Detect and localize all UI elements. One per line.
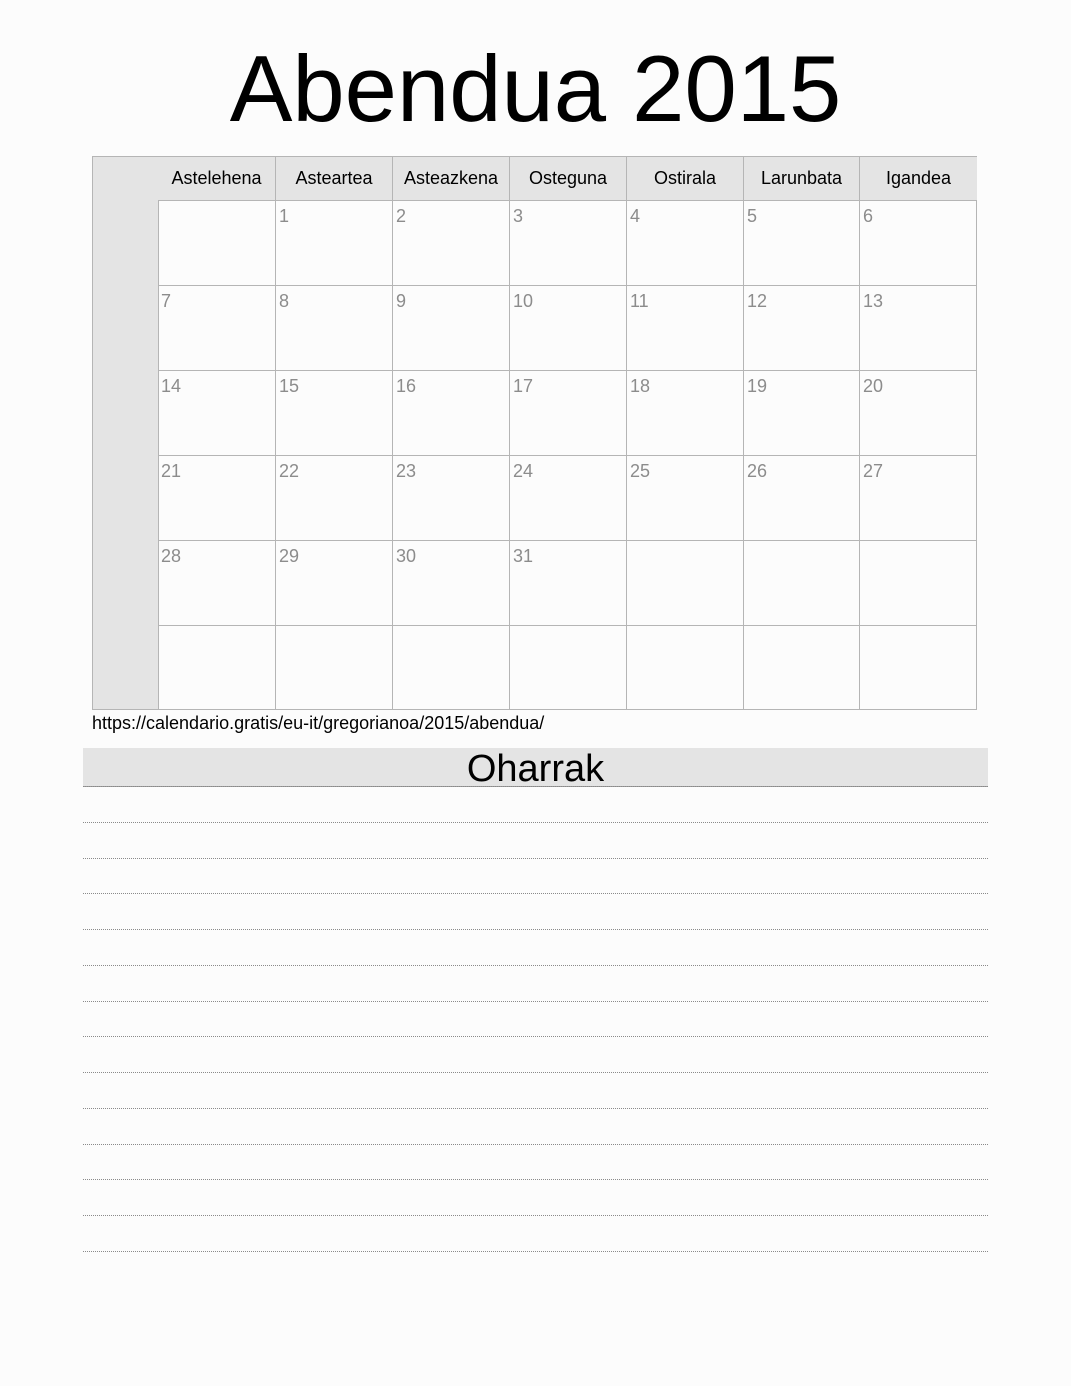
day-cell <box>392 626 509 710</box>
day-cell <box>626 541 743 625</box>
note-line <box>83 929 988 930</box>
day-cell: 26 <box>743 456 859 540</box>
weekday-header: Ostirala <box>626 157 743 200</box>
day-cell: 31 <box>509 541 626 625</box>
day-cell: 10 <box>509 286 626 370</box>
day-cell <box>859 626 977 710</box>
week-row <box>158 456 977 541</box>
day-cell: 2 <box>392 201 509 285</box>
day-cell: 27 <box>859 456 977 540</box>
day-cell: 21 <box>161 461 182 481</box>
note-line <box>83 1179 988 1180</box>
day-cell: 12 <box>743 286 859 370</box>
weekday-header: Igandea <box>859 157 977 200</box>
weekday-header: Astelehena <box>171 168 262 188</box>
page-title: Abendua 2015 <box>229 36 842 141</box>
weekday-header: Asteazkena <box>392 157 509 200</box>
note-line <box>83 1001 988 1002</box>
day-cell: 28 <box>161 546 182 566</box>
day-cell: 14 <box>161 376 182 396</box>
day-cell <box>743 626 859 710</box>
note-line <box>83 822 988 823</box>
day-cell: 5 <box>743 201 859 285</box>
weekday-header: Asteartea <box>275 157 392 200</box>
calendar-grid <box>92 156 977 710</box>
weekday-header: Osteguna <box>509 157 626 200</box>
day-grid <box>158 201 977 710</box>
day-cell: 22 <box>275 456 392 540</box>
day-cell <box>158 201 275 285</box>
note-line <box>83 1251 988 1252</box>
day-cell: 20 <box>859 371 977 455</box>
week-row <box>158 541 977 626</box>
day-cell: 25 <box>626 456 743 540</box>
note-line <box>83 1215 988 1216</box>
day-cell: 8 <box>275 286 392 370</box>
day-cell: 4 <box>626 201 743 285</box>
day-cell: 7 <box>161 291 172 311</box>
day-cell: 15 <box>275 371 392 455</box>
day-cell: 9 <box>392 286 509 370</box>
day-cell: 24 <box>509 456 626 540</box>
note-line <box>83 1144 988 1145</box>
week-row <box>158 626 977 710</box>
note-line <box>83 858 988 859</box>
day-cell: 13 <box>859 286 977 370</box>
day-cell: 19 <box>743 371 859 455</box>
weekday-header: Larunbata <box>743 157 859 200</box>
day-cell: 11 <box>626 286 743 370</box>
day-cell <box>509 626 626 710</box>
day-cell: 30 <box>392 541 509 625</box>
week-row <box>158 201 977 286</box>
day-cell <box>859 541 977 625</box>
day-cell <box>275 626 392 710</box>
day-cell: 6 <box>859 201 977 285</box>
day-cell: 17 <box>509 371 626 455</box>
note-line <box>83 1036 988 1037</box>
day-cell: 3 <box>509 201 626 285</box>
notes-title: Oharrak <box>466 748 605 790</box>
note-line <box>83 1072 988 1073</box>
week-row <box>158 286 977 371</box>
day-cell: 29 <box>275 541 392 625</box>
notes-header <box>83 748 988 790</box>
day-cell <box>626 626 743 710</box>
week-number-column <box>93 157 159 709</box>
week-row <box>158 371 977 456</box>
day-cell: 18 <box>626 371 743 455</box>
note-line <box>83 1108 988 1109</box>
day-cell: 23 <box>392 456 509 540</box>
weekday-header-row <box>158 157 977 201</box>
note-line <box>83 893 988 894</box>
day-cell: 16 <box>392 371 509 455</box>
note-line <box>83 965 988 966</box>
day-cell: 1 <box>275 201 392 285</box>
source-url[interactable]: https://calendario.gratis/eu-it/gregorianoa/2015/abendua/ <box>92 713 545 733</box>
day-cell <box>743 541 859 625</box>
note-line <box>83 786 988 787</box>
day-cell <box>158 626 275 710</box>
